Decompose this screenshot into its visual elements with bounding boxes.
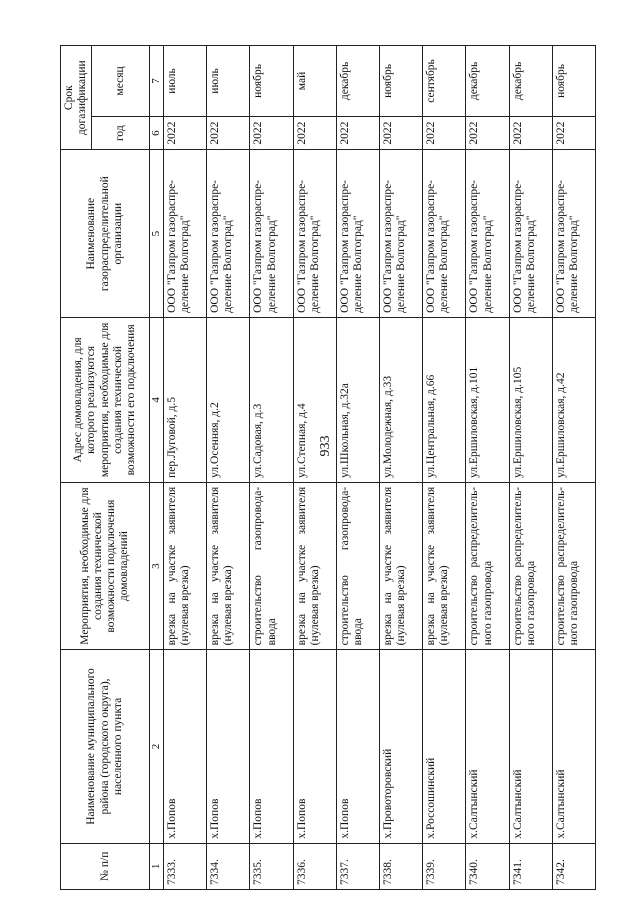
row-year: 2022 bbox=[250, 116, 293, 150]
table-body bbox=[164, 46, 596, 890]
table-row bbox=[207, 46, 250, 890]
table-row bbox=[293, 46, 336, 890]
row-activity: врезка на участке заявителя (нулевая врезка) bbox=[293, 482, 336, 650]
table-row bbox=[380, 46, 423, 890]
row-year: 2022 bbox=[207, 116, 250, 150]
row-year: 2022 bbox=[509, 116, 552, 150]
row-year: 2022 bbox=[336, 116, 379, 150]
index-cell: 5 bbox=[150, 150, 164, 318]
table-row bbox=[552, 46, 595, 890]
row-year: 2022 bbox=[164, 116, 207, 150]
row-month: декабрь bbox=[336, 46, 379, 117]
row-month: сентябрь bbox=[423, 46, 466, 117]
row-activity: строительство газопровода-ввода bbox=[336, 482, 379, 650]
row-settlement: х.Попов bbox=[336, 650, 379, 843]
header-deadline: Срок догазификации bbox=[61, 46, 92, 150]
row-address: ул.Молодежная, д.33 bbox=[380, 317, 423, 482]
row-number: 7337. bbox=[336, 843, 379, 889]
table-row bbox=[509, 46, 552, 890]
gasification-table bbox=[60, 45, 596, 890]
row-settlement: х.Провоторовский bbox=[380, 650, 423, 843]
row-organization: ООО "Газпром газораспре-деление Волгоград" bbox=[207, 150, 250, 318]
row-organization: ООО "Газпром газораспре-деление Волгоград" bbox=[423, 150, 466, 318]
row-number: 7338. bbox=[380, 843, 423, 889]
row-address: ул.Ершиловская, д.101 bbox=[466, 317, 509, 482]
row-activity: врезка на участке заявителя (нулевая врезка) bbox=[207, 482, 250, 650]
row-year: 2022 bbox=[293, 116, 336, 150]
index-cell: 1 bbox=[150, 843, 164, 889]
row-settlement: х.Салтынский bbox=[552, 650, 595, 843]
index-row bbox=[150, 46, 164, 890]
row-organization: ООО "Газпром газораспре-деление Волгоград" bbox=[509, 150, 552, 318]
row-address: пер.Луговой, д.5 bbox=[164, 317, 207, 482]
row-year: 2022 bbox=[466, 116, 509, 150]
row-activity: строительство распределитель-ного газопровода bbox=[552, 482, 595, 650]
rotated-table-container bbox=[60, 45, 596, 890]
index-cell: 2 bbox=[150, 650, 164, 843]
header-district: Наименование муниципального района (городского округа), населенного пункта bbox=[61, 650, 150, 843]
row-number: 7339. bbox=[423, 843, 466, 889]
header-activity: Мероприятия, необходимые для создания технической возможности подключения домовладений bbox=[61, 482, 150, 650]
row-number: 7335. bbox=[250, 843, 293, 889]
row-number: 7336. bbox=[293, 843, 336, 889]
row-month: июль bbox=[207, 46, 250, 117]
row-year: 2022 bbox=[380, 116, 423, 150]
row-organization: ООО "Газпром газораспре-деление Волгоград" bbox=[336, 150, 379, 318]
row-address: ул.Центральная, д.66 bbox=[423, 317, 466, 482]
index-cell: 7 bbox=[150, 46, 164, 117]
row-activity: врезка на участке заявителя (нулевая врезка) bbox=[380, 482, 423, 650]
row-organization: ООО "Газпром газораспре-деление Волгоград" bbox=[164, 150, 207, 318]
row-activity: строительство распределитель-ного газопровода bbox=[509, 482, 552, 650]
row-month: ноябрь bbox=[380, 46, 423, 117]
table-row bbox=[423, 46, 466, 890]
row-settlement: х.Попов bbox=[250, 650, 293, 843]
row-address: ул.Степная, д.4 bbox=[293, 317, 336, 482]
row-address: ул.Осенняя, д.2 bbox=[207, 317, 250, 482]
row-number: 7341. bbox=[509, 843, 552, 889]
row-settlement: х.Попов bbox=[293, 650, 336, 843]
header-num: № п/п bbox=[61, 843, 150, 889]
row-address: ул.Школьная, д.32а bbox=[336, 317, 379, 482]
row-year: 2022 bbox=[423, 116, 466, 150]
row-activity: строительство газопровода-ввода bbox=[250, 482, 293, 650]
row-year: 2022 bbox=[552, 116, 595, 150]
header-org: Наименование газораспределительной организации bbox=[61, 150, 150, 318]
index-cell: 6 bbox=[150, 116, 164, 150]
index-cell: 3 bbox=[150, 482, 164, 650]
row-number: 7334. bbox=[207, 843, 250, 889]
row-organization: ООО "Газпром газораспре-деление Волгоград" bbox=[466, 150, 509, 318]
row-organization: ООО "Газпром газораспре-деление Волгоград" bbox=[380, 150, 423, 318]
row-address: ул.Ершиловская, д.105 bbox=[509, 317, 552, 482]
row-address: ул.Садовая, д.3 bbox=[250, 317, 293, 482]
row-month: май bbox=[293, 46, 336, 117]
row-month: декабрь bbox=[509, 46, 552, 117]
row-organization: ООО "Газпром газораспре-деление Волгоград" bbox=[293, 150, 336, 318]
row-settlement: х.Салтынский bbox=[509, 650, 552, 843]
row-number: 7340. bbox=[466, 843, 509, 889]
table-row bbox=[466, 46, 509, 890]
row-month: декабрь bbox=[466, 46, 509, 117]
row-organization: ООО "Газпром газораспре-деление Волгоград" bbox=[552, 150, 595, 318]
row-settlement: х.Попов bbox=[207, 650, 250, 843]
row-organization: ООО "Газпром газораспре-деление Волгоград" bbox=[250, 150, 293, 318]
header-year: год bbox=[92, 116, 150, 150]
row-settlement: х.Россошинский bbox=[423, 650, 466, 843]
header-month: месяц bbox=[92, 46, 150, 117]
table-row bbox=[164, 46, 207, 890]
row-number: 7342. bbox=[552, 843, 595, 889]
page-number: 933 bbox=[318, 435, 333, 457]
table-row bbox=[336, 46, 379, 890]
row-settlement: х.Салтынский bbox=[466, 650, 509, 843]
row-activity: строительство распределитель-ного газопровода bbox=[466, 482, 509, 650]
row-activity: врезка на участке заявителя (нулевая врезка) bbox=[164, 482, 207, 650]
row-activity: врезка на участке заявителя (нулевая врезка) bbox=[423, 482, 466, 650]
row-settlement: х.Попов bbox=[164, 650, 207, 843]
table-row bbox=[250, 46, 293, 890]
row-month: ноябрь bbox=[552, 46, 595, 117]
row-month: июль bbox=[164, 46, 207, 117]
header-address: Адрес домовладения, для которого реализуются мероприятия, необходимые для создания технической возможности его подключения bbox=[61, 317, 150, 482]
row-month: ноябрь bbox=[250, 46, 293, 117]
row-number: 7333. bbox=[164, 843, 207, 889]
row-address: ул.Ершиловская, д.42 bbox=[552, 317, 595, 482]
index-cell: 4 bbox=[150, 317, 164, 482]
